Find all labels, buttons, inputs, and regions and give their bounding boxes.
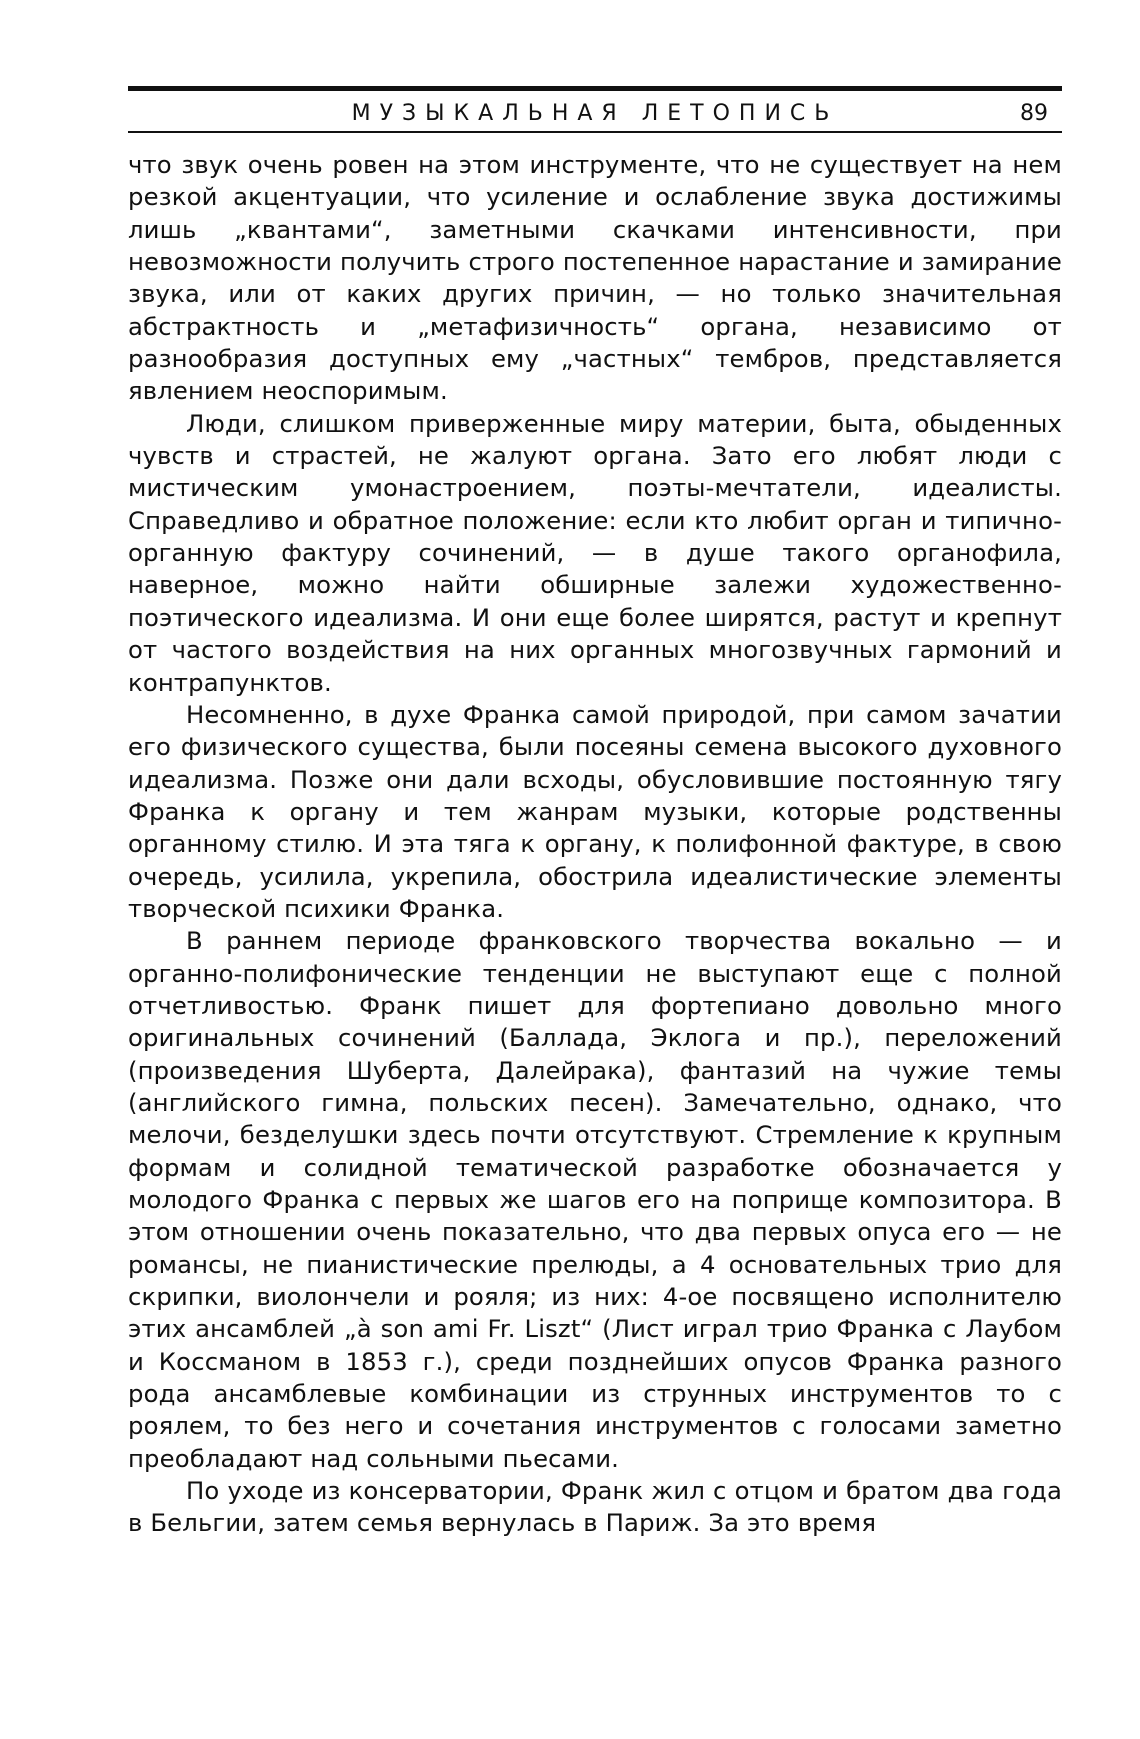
book-page <box>128 86 1062 1540</box>
paragraph-4: В раннем периоде франковского творчества вокально — и органно-полифонические тенденции не выступают еще с полной отчетливостью. Франк пишет для фортепиано довольно много оригинальных сочинений (Баллада, Эклога и пр.), переложений (произведения Шуберта, Далейрака), фантазий на чужие темы (английского гимна, польских песен). Замечательно, однако, что мелочи, безделушки здесь почти отсутствуют. Стремление к крупным формам и солидной тематической разработке обозначается у молодого Франка с первых же шагов его на поприще композитора. В этом отношении очень показательно, что два первых опуса его — не романсы, не пианистические прелюды, а 4 основательных трио для скрипки, виолончели и рояля; из них: 4-ое посвящено исполнителю этих ансамблей „à son ami Fr. Liszt“ (Лист играл трио Франка с Лаубом и Коссманом в 1853 г.), среди позднейших опусов Франка разного рода ансамблевые комбинации из струнных инструментов то с роялем, то без него и сочетания инструментов с голосами заметно преобладают над сольными пьесами. <box>128 926 1062 1473</box>
paragraph-1: что звук очень ровен на этом инструменте, что не существует на нем резкой акцентуации, что усиление и ослабление звука достижимы лишь „квантами“, заметными скачками интенсивности, при невозможности получить строго постепенное нарастание и замирание звука, или от каких других причин, — но только значительная абстрактность и „метафизичность“ органа, независимо от разнообразия доступных ему „частных“ тембров, представляется явлением неоспоримым. <box>128 150 1062 406</box>
page-number: 89 <box>1020 101 1048 126</box>
paragraph-2: Люди, слишком приверженные миру материи, быта, обыденных чувств и страстей, не жалуют органа. Зато его любят люди с мистическим умонастроением, поэты-мечтатели, идеалисты. Справедливо и обратное положение: если кто любит орган и типично-органную фактуру сочинений, — в душе такого органофила, наверное, можно найти обширные залежи художественно-поэтического идеализма. И они еще более ширятся, растут и крепнут от частого воздействия на них органных многозвучных гармоний и контрапунктов. <box>128 408 1062 697</box>
paragraph-5: По уходе из консерватории, Франк жил с отцом и братом два года в Бельгии, затем семья вернулась в Париж. За это время <box>128 1476 1062 1538</box>
page-header <box>128 99 1062 129</box>
paragraph-3: Несомненно, в духе Франка самой природой, при самом зачатии его физического существа, были посеяны семена высокого духовного идеализма. Позже они дали всходы, обусловившие постоянную тягу Франка к органу и тем жанрам музыки, которые родственны органному стилю. И эта тяга к органу, к полифонной фактуре, в свою очередь, усилила, укрепила, обострила идеалистические элементы творческой психики Франка. <box>128 699 1062 923</box>
body-text <box>128 149 1062 1540</box>
header-rule-bottom <box>128 131 1062 133</box>
running-title: МУЗЫКАЛЬНАЯ ЛЕТОПИСЬ <box>351 101 839 126</box>
header-rule-top <box>128 86 1062 91</box>
